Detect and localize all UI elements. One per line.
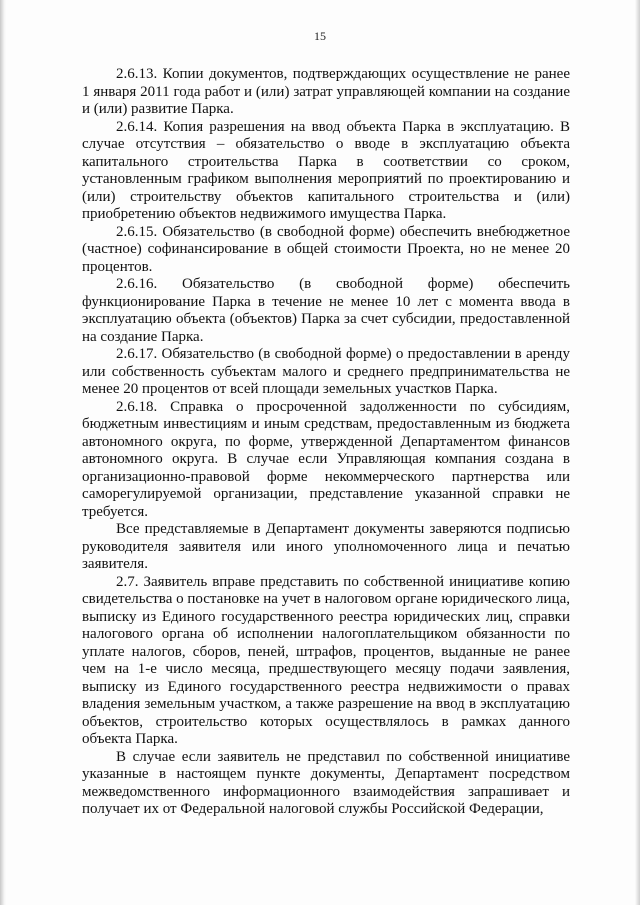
paragraph-2-6-18: 2.6.18. Справка о просроченной задолженности по субсидиям, бюджетным инвестициям и иным средствам, предоставленным из бюджета автономного округа, по форме, утвержденной Департаментом финансов автономного округа. В случае если Управляющая компания создана в организационно-правовой форме некоммерческого партнерства или саморегулируемой организации, представление указанной справки не требуется.: [82, 398, 570, 520]
paragraph-2-7: 2.7. Заявитель вправе представить по собственной инициативе копию свидетельства о постановке на учет в налоговом органе юридического лица, выписку из Единого государственного реестра юридических лиц, справки налогового органа об исполнении налогоплательщиком обязанности по уплате налогов, сборов, пеней, штрафов, процентов, выданные не ранее чем на 1-е число месяца, предшествующего месяцу подачи заявления, выписку из Единого государственного реестра недвижимости о правах владения земельным участком, а также разрешение на ввод в эксплуатацию объектов, строительство которых осуществлялось в рамках данного объекта Парка.: [82, 573, 570, 747]
paragraph-2-6-17: 2.6.17. Обязательство (в свободной форме) о предоставлении в аренду или собственность субъектам малого и среднего предпринимательства не менее 20 процентов от всей площади земельных участков Парка.: [82, 346, 570, 397]
paragraph-2-6-16: 2.6.16. Обязательство (в свободной форме) обеспечить функционирование Парка в течение не менее 10 лет с момента ввода в эксплуатацию объекта (объектов) Парка за счет субсидии, предоставленной на создание Парка.: [82, 276, 570, 345]
scan-edge-left: [0, 0, 6, 905]
paragraph-2-6-15: 2.6.15. Обязательство (в свободной форме) обеспечить внебюджетное (частное) софинансирование в общей стоимости Проекта, но не менее 20 процентов.: [82, 223, 570, 275]
document-body: [82, 66, 570, 819]
scan-edge-right: [635, 0, 640, 905]
page-number: 15: [314, 29, 326, 43]
paragraph-interagency-request: В случае если заявитель не представил по собственной инициативе указанные в настоящем пункте документы, Департамент посредством межведомственного информационного взаимодействия запрашивает и получает их от Федеральной налоговой службы Российской Федерации,: [82, 748, 570, 817]
paragraph-2-6-14: 2.6.14. Копия разрешения на ввод объекта Парка в эксплуатацию. В случае отсутствия – обязательство о вводе в эксплуатацию объекта капитального строительства Парка в соответствии со сроком, установленным графиком выполнения мероприятий по проектированию и (или) строительству объектов капитального строительства и (или) приобретению объектов недвижимого имущества Парка.: [82, 118, 570, 222]
paragraph-certification: Все представляемые в Департамент документы заверяются подписью руководителя заявителя или иного уполномоченного лица и печатью заявителя.: [82, 521, 570, 572]
paragraph-2-6-13: 2.6.13. Копии документов, подтверждающих осуществление не ранее 1 января 2011 года работ и (или) затрат управляющей компании на создание и (или) развитие Парка.: [82, 66, 570, 117]
